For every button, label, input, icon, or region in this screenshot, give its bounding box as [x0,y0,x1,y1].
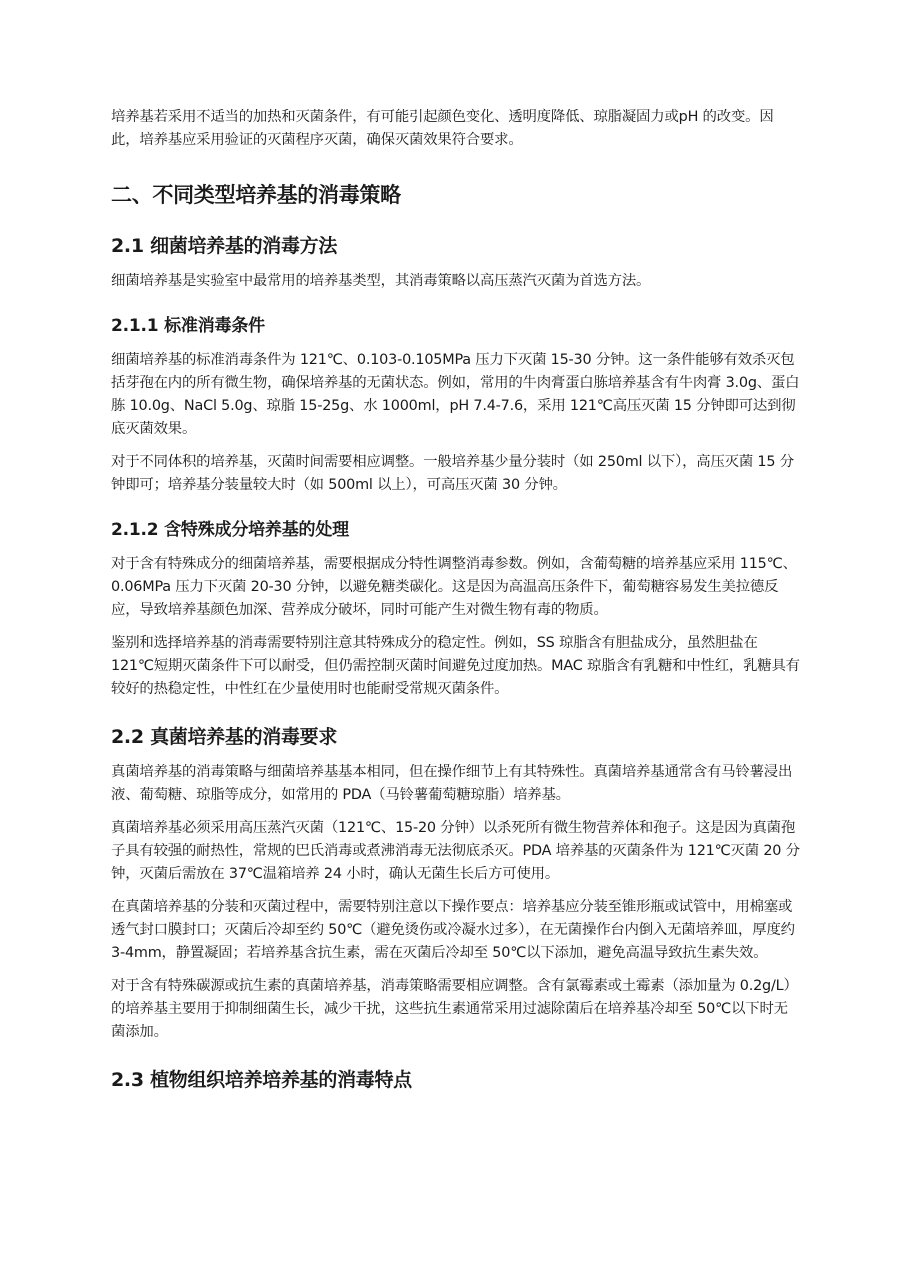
section-2-2-heading: 2.2 真菌培养基的消毒要求 [111,726,338,748]
section-2-1-1-paragraph-2: 对于不同体积的培养基，灭菌时间需要相应调整。一般培养基少量分装时（如 250ml 以下），高压灭菌 15 分钟即可；培养基分装量较大时（如 500ml 以上），可高压灭菌 30 分钟。 [111,454,794,493]
section-2-1-2-heading: 2.1.2 含特殊成分培养基的处理 [111,520,349,540]
document-page [111,106,801,1094]
section-2-2-paragraph-4: 对于含有特殊碳源或抗生素的真菌培养基，消毒策略需要相应调整。含有氯霉素或土霉素（添加量为 0.2g/L）的培养基主要用于抑制细菌生长，减少干扰，这些抗生素通常采用过滤除菌后在培养基冷却至 50℃以下时无菌添加。 [111,978,798,1040]
section-2-1-2-paragraph-2: 鉴别和选择培养基的消毒需要特别注意其特殊成分的稳定性。例如，SS 琼脂含有胆盐成分，虽然胆盐在 121℃短期灭菌条件下可以耐受，但仍需控制灭菌时间避免过度加热。MAC 琼脂含有乳糖和中性红，乳糖具有较好的热稳定性，中性红在少量使用时也能耐受常规灭菌条件。 [111,635,800,697]
section-2-3-heading: 2.3 植物组织培养培养基的消毒特点 [111,1069,412,1091]
section-2-1-1-paragraph-1: 细菌培养基的标准消毒条件为 121℃、0.103-0.105MPa 压力下灭菌 15-30 分钟。这一条件能够有效杀灭包括芽孢在内的所有微生物，确保培养基的无菌状态。例如，常用的牛肉膏蛋白胨培养基含有牛肉膏 3.0g、蛋白胨 10.0g、NaCl 5.0g、琼脂 15-25g、水 1000ml，pH 7.4-7.6，采用 121℃高压灭菌 15 分钟即可达到彻底灭菌效果。 [111,352,800,437]
intro-paragraph: 培养基若采用不适当的加热和灭菌条件，有可能引起颜色变化、透明度降低、琼脂凝固力或pH 的改变。因此，培养基应采用验证的灭菌程序灭菌，确保灭菌效果符合要求。 [111,109,774,148]
section-2-2-paragraph-2: 真菌培养基必须采用高压蒸汽灭菌（121℃、15-20 分钟）以杀死所有微生物营养体和孢子。这是因为真菌孢子具有较强的耐热性，常规的巴氏消毒或煮沸消毒无法彻底杀灭。PDA 培养基的灭菌条件为 121℃灭菌 20 分钟，灭菌后需放在 37℃温箱培养 24 小时，确认无菌生长后方可使用。 [111,820,800,882]
section-2-1-2-paragraph-1: 对于含有特殊成分的细菌培养基，需要根据成分特性调整消毒参数。例如，含葡萄糖的培养基应采用 115℃、0.06MPa 压力下灭菌 20-30 分钟，以避免糖类碳化。这是因为高温高压条件下，葡萄糖容易发生美拉德反应，导致培养基颜色加深、营养成分破坏，同时可能产生对微生物有毒的物质。 [111,556,797,618]
section-2-2-paragraph-1: 真菌培养基的消毒策略与细菌培养基基本相同，但在操作细节上有其特殊性。真菌培养基通常含有马铃薯浸出液、葡萄糖、琼脂等成分，如常用的 PDA（马铃薯葡萄糖琼脂）培养基。 [111,764,793,803]
section-2-2-paragraph-3: 在真菌培养基的分装和灭菌过程中，需要特别注意以下操作要点：培养基应分装至锥形瓶或试管中，用棉塞或透气封口膜封口；灭菌后冷却至约 50℃（避免烫伤或冷凝水过多），在无菌操作台内倒入无菌培养皿，厚度约 3-4mm，静置凝固；若培养基含抗生素，需在灭菌后冷却至 50℃以下添加，避免高温导致抗生素失效。 [111,899,795,961]
section-2-heading: 二、不同类型培养基的消毒策略 [111,183,401,207]
section-2-1-1-heading: 2.1.1 标准消毒条件 [111,316,265,336]
section-2-1-paragraph: 细菌培养基是实验室中最常用的培养基类型，其消毒策略以高压蒸汽灭菌为首选方法。 [111,273,651,289]
section-2-1-heading: 2.1 细菌培养基的消毒方法 [111,235,338,257]
